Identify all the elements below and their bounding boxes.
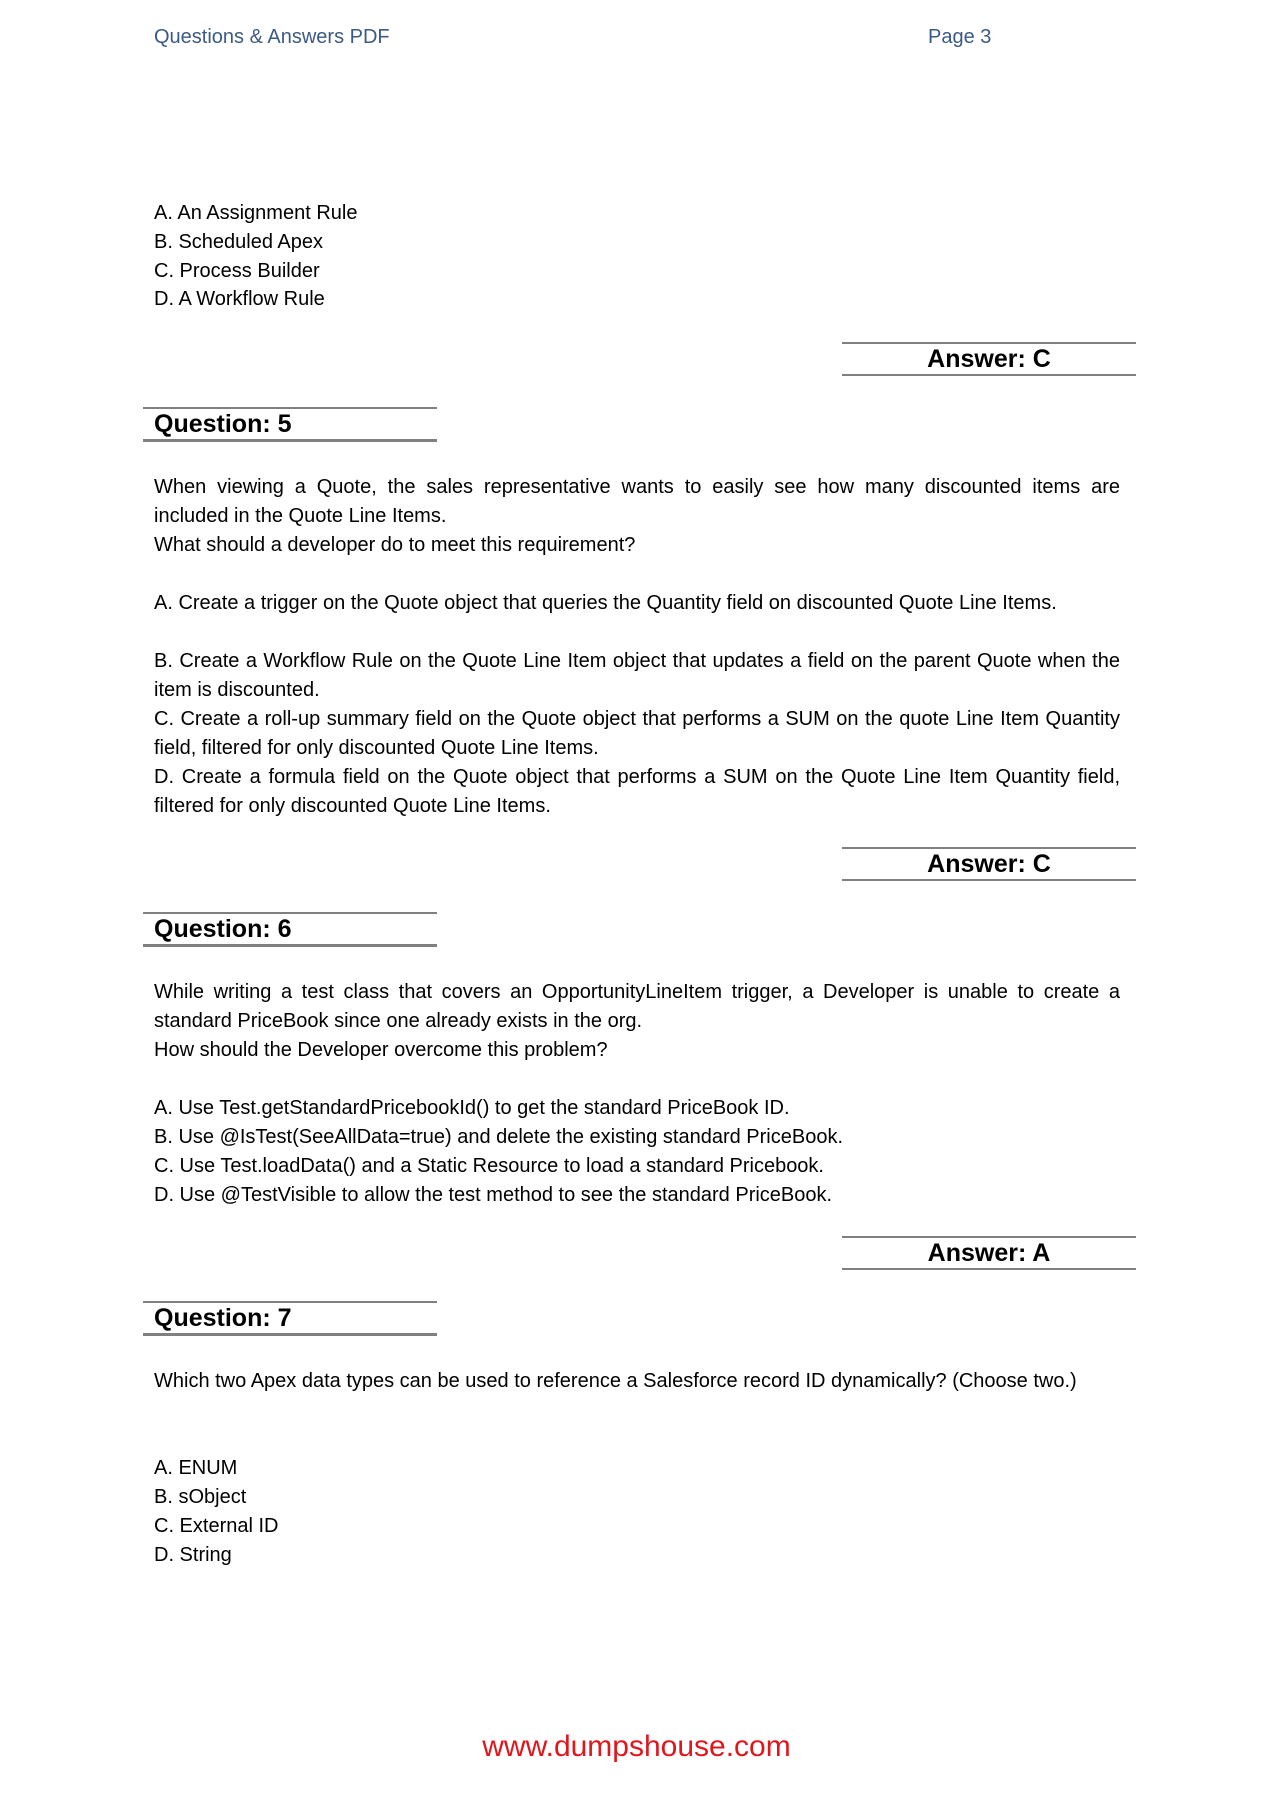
- question-prompt: How should the Developer overcome this problem?: [154, 1039, 608, 1061]
- answer-box: [842, 1236, 1136, 1270]
- question-heading-6: [143, 912, 437, 947]
- option-d: D. Use @TestVisible to allow the test method to see the standard PriceBook.: [154, 1184, 833, 1206]
- option-c: C. Process Builder: [154, 260, 320, 282]
- question-prompt: What should a developer do to meet this requirement?: [154, 534, 636, 556]
- question-text: When viewing a Quote, the sales representative wants to easily see how many discounted items are included in the Quote Line Items.: [154, 476, 1120, 527]
- option-a: A. Create a trigger on the Quote object that queries the Quantity field on discounted Quote Line Items.: [154, 592, 1057, 614]
- option-a: A. Use Test.getStandardPricebookId() to get the standard PriceBook ID.: [154, 1097, 790, 1119]
- option-a: A. ENUM: [154, 1457, 238, 1479]
- option-d: D. A Workflow Rule: [154, 288, 325, 310]
- option-c: C. Create a roll-up summary field on the Quote object that performs a SUM on the quote Line Item Quantity field, filtered for only discounted Quote Line Items.: [154, 708, 1120, 759]
- answer-label: Answer: C: [927, 850, 1051, 878]
- question-text: While writing a test class that covers an OpportunityLineItem trigger, a Developer is unable to create a standard PriceBook since one already exists in the org.: [154, 981, 1120, 1032]
- option-b: B. Use @IsTest(SeeAllData=true) and delete the existing standard PriceBook.: [154, 1126, 843, 1148]
- question-heading-5: [143, 407, 437, 442]
- question-heading-7: [143, 1301, 437, 1336]
- answer-box: [842, 342, 1136, 376]
- option-a: A. An Assignment Rule: [154, 202, 358, 224]
- question-label: Question: 6: [154, 915, 292, 943]
- option-c: C. Use Test.loadData() and a Static Resource to load a standard Pricebook.: [154, 1155, 824, 1177]
- footer-website-link[interactable]: www.dumpshouse.com: [482, 1730, 791, 1763]
- document-title: Questions & Answers PDF: [154, 26, 390, 48]
- option-b: B. Create a Workflow Rule on the Quote Line Item object that updates a field on the parent Quote when the item is discounted.: [154, 650, 1120, 701]
- option-d: D. String: [154, 1544, 232, 1566]
- answer-label: Answer: C: [927, 345, 1051, 373]
- answer-box: [842, 847, 1136, 881]
- option-b: B. Scheduled Apex: [154, 231, 324, 253]
- option-c: C. External ID: [154, 1515, 279, 1537]
- page-number: Page 3: [928, 26, 992, 48]
- option-d: D. Create a formula field on the Quote object that performs a SUM on the Quote Line Item Quantity field, filtered for only discounted Quote Line Items.: [154, 766, 1120, 817]
- option-b: B. sObject: [154, 1486, 247, 1508]
- question-text: Which two Apex data types can be used to reference a Salesforce record ID dynamically? (Choose two.): [154, 1370, 1077, 1392]
- answer-label: Answer: A: [927, 1239, 1051, 1267]
- question-label: Question: 7: [154, 1304, 292, 1332]
- question-label: Question: 5: [154, 410, 292, 438]
